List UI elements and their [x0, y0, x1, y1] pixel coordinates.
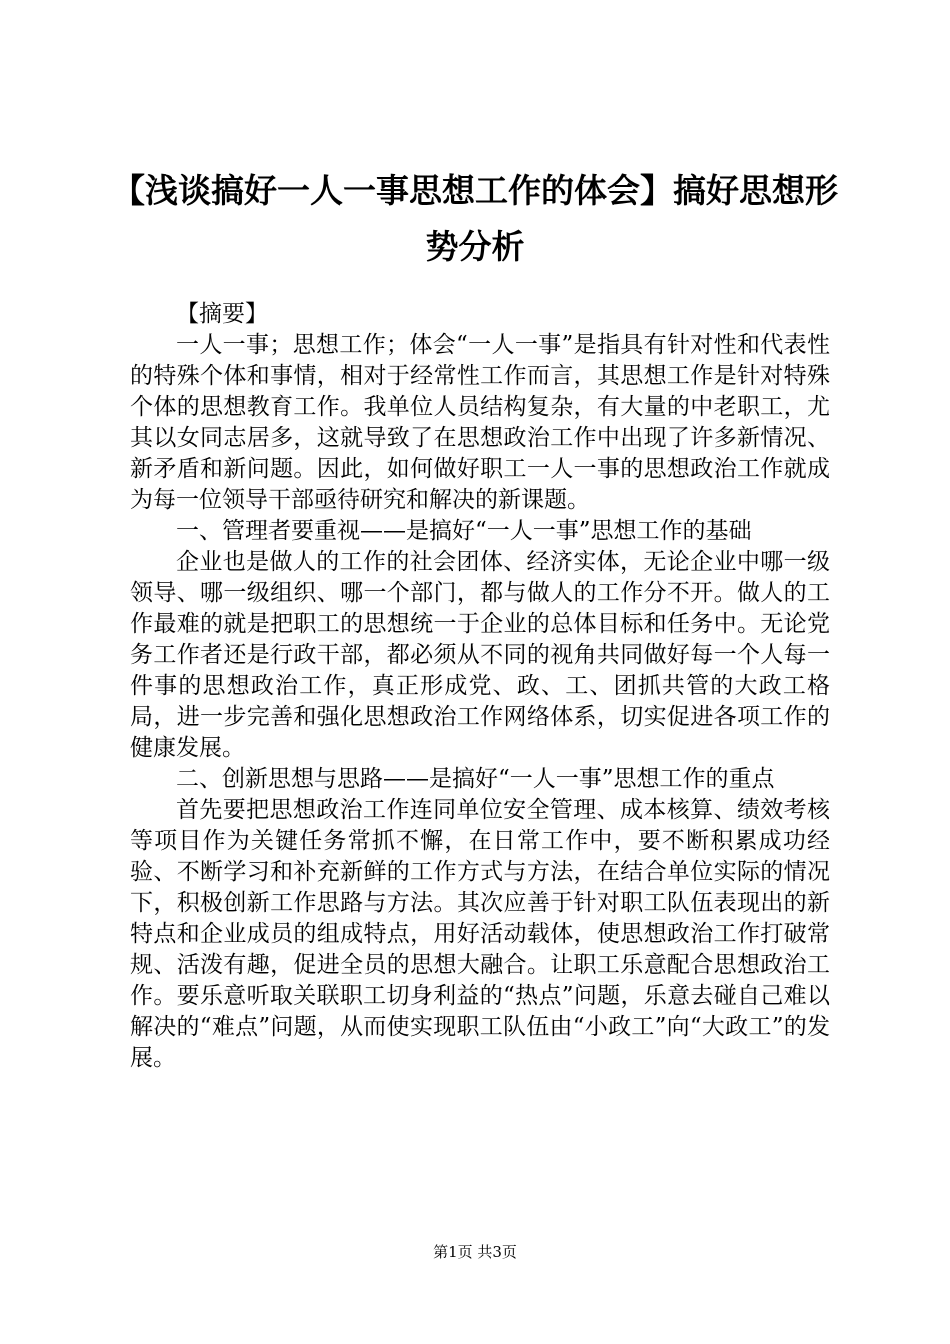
section-paragraph-2: 首先要把思想政治工作连同单位安全管理、成本核算、绩效考核等项目作为关键任务常抓不懈，在日常工作中，要不断积累成功经验、不断学习和补充新鲜的工作方式与方法，在结合单位实际的情况下，积极创新工作思路与方法。其次应善于针对职工队伍表现出的新特点和企业成员的组成特点，用好活动载体，使思想政治工作打破常规、活泼有趣，促进全员的思想大融合。让职工乐意配合思想政治工作。要乐意听取关联职工切身利益的“热点”问题，乐意去碰自己难以解决的“难点”问题，从而使实现职工队伍由“小政工”向“大政工”的发展。 [130, 797, 830, 1071]
page-number-footer: 第1页 共3页 [433, 1243, 517, 1261]
section-heading-2: 二、创新思想与思路——是搞好“一人一事”思想工作的重点 [176, 766, 775, 792]
abstract-paragraph: 一人一事；思想工作；体会“一人一事”是指具有针对性和代表性的特殊个体和事情，相对于经常性工作而言，其思想工作是针对特殊个体的思想教育工作。我单位人员结构复杂，有大量的中老职工，尤其以女同志居多，这就导致了在思想政治工作中出现了许多新情况、新矛盾和新问题。因此，如何做好职工一人一事的思想政治工作就成为每一位领导干部亟待研究和解决的新课题。 [130, 332, 830, 513]
document-title: 【浅谈搞好一人一事思想工作的体会】搞好思想形势分析 [112, 171, 838, 266]
section-heading-1: 一、管理者要重视——是搞好“一人一事”思想工作的基础 [176, 518, 752, 544]
abstract-heading: 【摘要】 [176, 301, 268, 327]
section-paragraph-1: 企业也是做人的工作的社会团体、经济实体，无论企业中哪一级领导、哪一级组织、哪一个部门，都与做人的工作分不开。做人的工作最难的就是把职工的思想统一于企业的总体目标和任务中。无论党务工作者还是行政干部，都必须从不同的视角共同做好每一个人每一件事的思想政治工作，真正形成党、政、工、团抓共管的大政工格局，进一步完善和强化思想政治工作网络体系，切实促进各项工作的健康发展。 [130, 549, 830, 761]
document-body [130, 299, 830, 1074]
